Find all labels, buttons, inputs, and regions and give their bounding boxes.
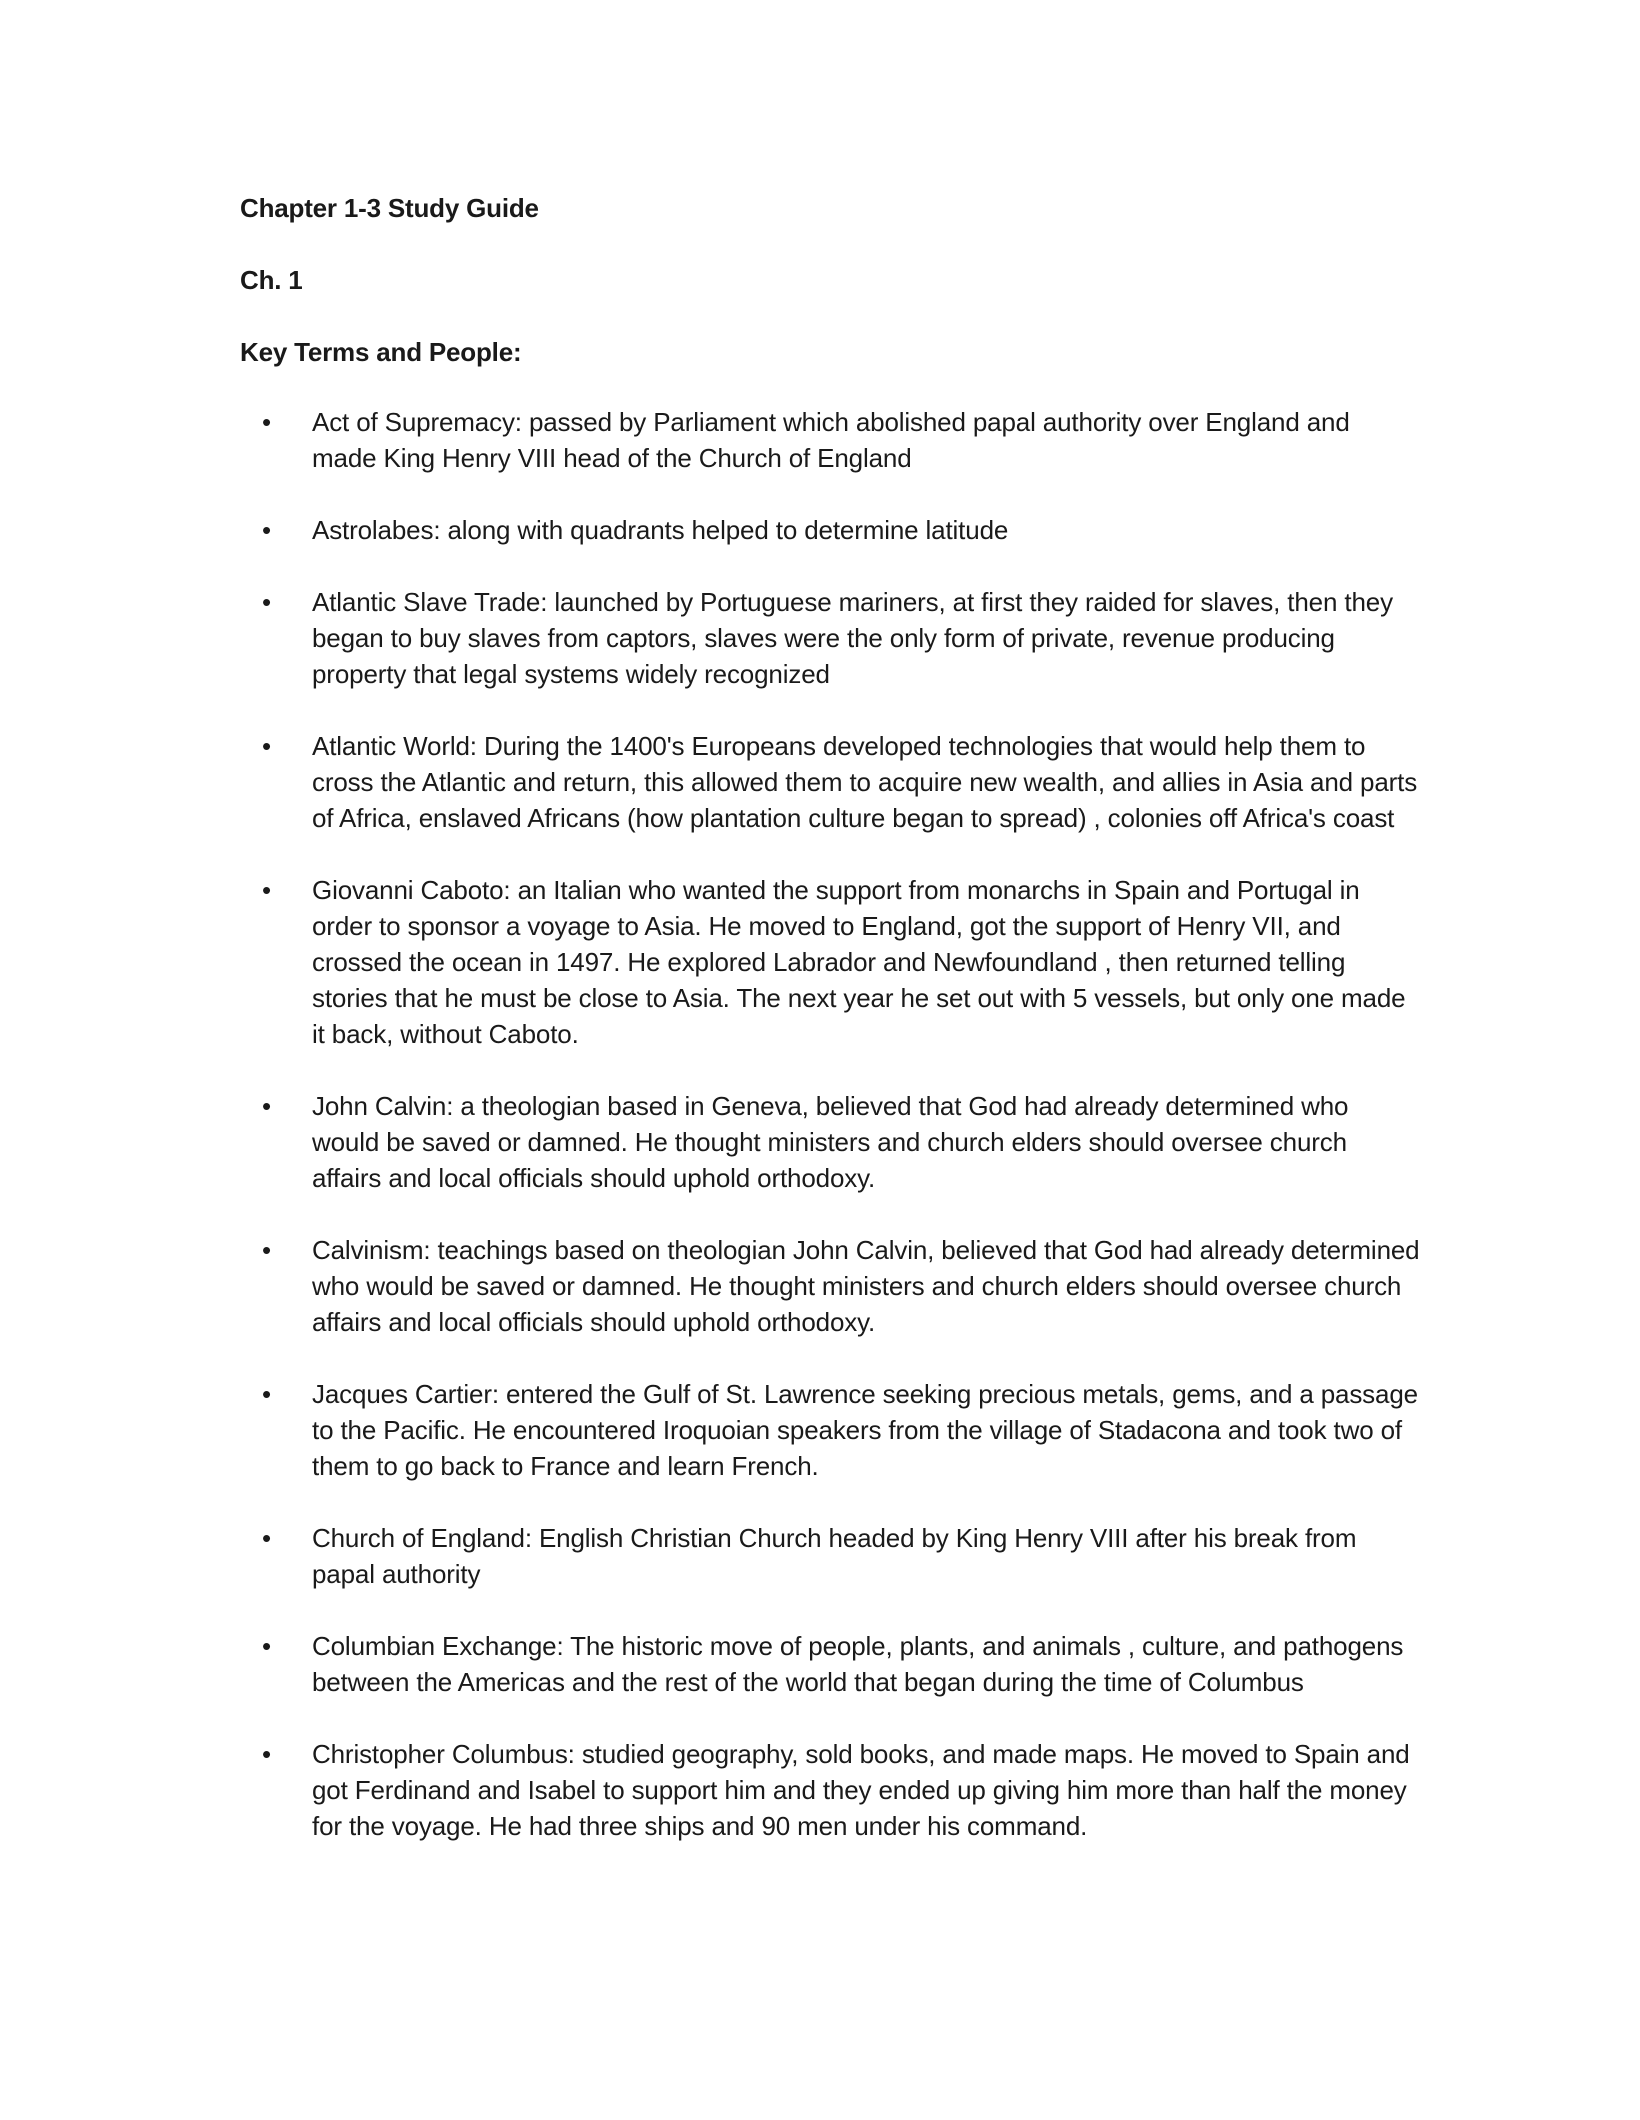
bullet-icon: •: [262, 1379, 271, 1409]
term-text: Calvinism: teachings based on theologian John Calvin, believed that God had already determined who would be saved or damned. He thought ministers and church elders should oversee church affairs and local officials should uphold orthodoxy.: [312, 1235, 1420, 1337]
key-terms-list: [240, 404, 1420, 1844]
term-text: Atlantic Slave Trade: launched by Portuguese mariners, at first they raided for slaves, then they began to buy slaves from captors, slaves were the only form of private, revenue producing property that legal systems widely recognized: [312, 587, 1393, 689]
section-heading: Key Terms and People:: [240, 337, 522, 367]
list-item: [240, 1232, 1420, 1340]
bullet-icon: •: [262, 1739, 271, 1769]
bullet-icon: •: [262, 731, 271, 761]
bullet-icon: •: [262, 587, 271, 617]
list-item: [240, 872, 1420, 1052]
list-item: [240, 1520, 1420, 1592]
term-text: Christopher Columbus: studied geography, sold books, and made maps. He moved to Spain and got Ferdinand and Isabel to support him and they ended up giving him more than half the money for the voyage. He had three ships and 90 men under his command.: [312, 1739, 1410, 1841]
list-item: [240, 1628, 1420, 1700]
list-item: [240, 404, 1420, 476]
term-text: Giovanni Caboto: an Italian who wanted the support from monarchs in Spain and Portugal in order to sponsor a voyage to Asia. He moved to England, got the support of Henry VII, and crossed the ocean in 1497. He explored Labrador and Newfoundland , then returned telling stories that he must be close to Asia. The next year he set out with 5 vessels, but only one made it back, without Caboto.: [312, 875, 1406, 1049]
term-text: John Calvin: a theologian based in Geneva, believed that God had already determined who would be saved or damned. He thought ministers and church elders should oversee church affairs and local officials should uphold orthodoxy.: [312, 1091, 1349, 1193]
bullet-icon: •: [262, 1235, 271, 1265]
list-item: [240, 1088, 1420, 1196]
bullet-icon: •: [262, 1091, 271, 1121]
list-item: [240, 1376, 1420, 1484]
list-item: [240, 584, 1420, 692]
bullet-icon: •: [262, 515, 271, 545]
document-page: [240, 190, 1420, 1880]
bullet-icon: •: [262, 1523, 271, 1553]
list-item: [240, 512, 1420, 548]
bullet-icon: •: [262, 1631, 271, 1661]
term-text: Columbian Exchange: The historic move of people, plants, and animals , culture, and pathogens between the Americas and the rest of the world that began during the time of Columbus: [312, 1631, 1404, 1697]
term-text: Act of Supremacy: passed by Parliament which abolished papal authority over England and made King Henry VIII head of the Church of England: [312, 407, 1350, 473]
chapter-heading: Ch. 1: [240, 265, 303, 295]
term-text: Church of England: English Christian Church headed by King Henry VIII after his break from papal authority: [312, 1523, 1357, 1589]
list-item: [240, 728, 1420, 836]
document-title: Chapter 1-3 Study Guide: [240, 193, 539, 223]
term-text: Astrolabes: along with quadrants helped to determine latitude: [312, 515, 1009, 545]
list-item: [240, 1736, 1420, 1844]
term-text: Atlantic World: During the 1400's Europeans developed technologies that would help them to cross the Atlantic and return, this allowed them to acquire new wealth, and allies in Asia and parts of Africa, enslaved Africans (how plantation culture began to spread) , colonies off Africa's coast: [312, 731, 1418, 833]
bullet-icon: •: [262, 875, 271, 905]
bullet-icon: •: [262, 407, 271, 437]
term-text: Jacques Cartier: entered the Gulf of St. Lawrence seeking precious metals, gems, and a passage to the Pacific. He encountered Iroquoian speakers from the village of Stadacona and took two of them to go back to France and learn French.: [312, 1379, 1418, 1481]
